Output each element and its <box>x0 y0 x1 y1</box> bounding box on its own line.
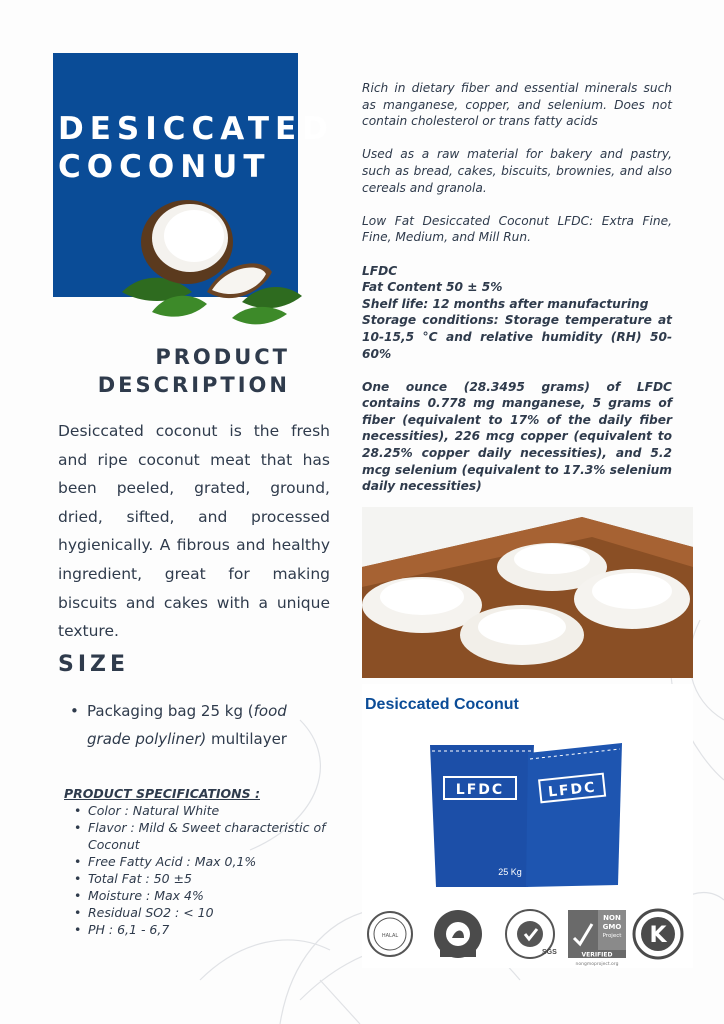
sgs-text: SGS <box>542 949 557 956</box>
title-line-1: DESICCATED <box>58 111 334 147</box>
spec-item: • Total Fat : 50 ±5 <box>74 870 334 887</box>
certification-logos <box>362 902 693 968</box>
heading-line-1: PRODUCT <box>155 345 290 369</box>
non-gmo-project-logo <box>568 910 626 967</box>
rainforest-alliance-logo <box>434 910 482 958</box>
size-heading: SIZE <box>58 652 130 677</box>
spec-item: • PH : 6,1 - 6,7 <box>74 921 334 938</box>
lfdc-line: Fat Content 50 ± 5% <box>362 280 503 295</box>
coconut-illustration <box>112 192 302 330</box>
specifications-title: PRODUCT SPECIFICATIONS : <box>64 786 260 801</box>
size-item-prefix: Packaging bag 25 kg ( <box>87 702 254 720</box>
spec-item: • Color : Natural White <box>74 802 334 819</box>
bag-label-front: LFDC <box>455 782 505 798</box>
sgs-fssc-logo <box>506 910 557 958</box>
spec-item: • Residual SO2 : < 10 <box>74 904 334 921</box>
product-description-heading <box>60 343 290 399</box>
size-item-italic: food grade polyliner) <box>87 702 287 748</box>
bag-label-back: LFDC <box>547 779 598 801</box>
product-panel <box>362 684 693 968</box>
size-item <box>70 697 310 753</box>
nongmo-verified: VERIFIED <box>581 951 613 959</box>
lfdc-bags-illustration <box>422 739 622 889</box>
size-item-suffix: multilayer <box>206 730 287 748</box>
kosher-logo <box>634 910 682 958</box>
specifications-list <box>74 802 334 938</box>
halal-logo <box>368 912 412 956</box>
desiccated-coconut-photo <box>362 507 693 678</box>
product-description-text: Desiccated coconut is the fresh and ripe coconut meat that has been peeled, grated, ground, dried, sifted, and processed hygienically. A fibrous and healthy ingredient, great for making biscuits and cakes with a unique texture. <box>58 422 330 641</box>
panel-title: Desiccated Coconut <box>365 696 519 713</box>
size-list <box>70 697 310 753</box>
nongmo-project: Project <box>602 933 622 939</box>
title-line-2: COCONUT <box>58 149 271 185</box>
lfdc-details <box>362 263 672 363</box>
spec-item: • Moisture : Max 4% <box>74 887 334 904</box>
right-column-text <box>362 80 672 511</box>
spec-item: • Flavor : Mild & Sweet characteristic of Coconut <box>74 819 334 853</box>
kosher-letter: K <box>649 923 667 948</box>
spec-item: • Free Fatty Acid : Max 0,1% <box>74 853 334 870</box>
lfdc-line: Storage conditions: Storage temperature at 10-15,5 °C and relative humidity (RH) 50-60% <box>362 313 672 361</box>
halal-logo-text: HALAL <box>381 933 399 939</box>
nongmo-url: nongmoproject.org <box>575 962 619 967</box>
lfdc-line: LFDC <box>362 263 398 278</box>
page-title <box>58 110 334 186</box>
bag-weight: 25 Kg <box>498 867 522 877</box>
heading-line-2: DESCRIPTION <box>97 373 290 397</box>
product-specifications <box>64 785 334 938</box>
grades-paragraph: Low Fat Desiccated Coconut LFDC: Extra Fine, Fine, Medium, and Mill Run. <box>362 213 672 245</box>
usage-paragraph: Used as a raw material for bakery and pastry, such as bread, cakes, biscuits, brownies, and also cereals and granola. <box>362 147 672 195</box>
nutrition-paragraph: One ounce (28.3495 grams) of LFDC contains 0.778 mg manganese, 5 grams of fiber (equivalent to 17% of the daily fiber necessities), 226 mcg copper (equivalent to 28.25% copper daily necessities), and 5.2 mcg selenium (equivalent to 17.3% selenium daily necessities) <box>362 379 672 494</box>
nongmo-non: NON <box>603 914 621 922</box>
lfdc-line: Shelf life: 12 months after manufacturing <box>362 296 649 311</box>
benefits-paragraph: Rich in dietary fiber and essential minerals such as manganese, copper, and selenium. Does not contain cholesterol or trans fatty acids <box>362 81 672 129</box>
nongmo-gmo: GMO <box>602 923 622 931</box>
